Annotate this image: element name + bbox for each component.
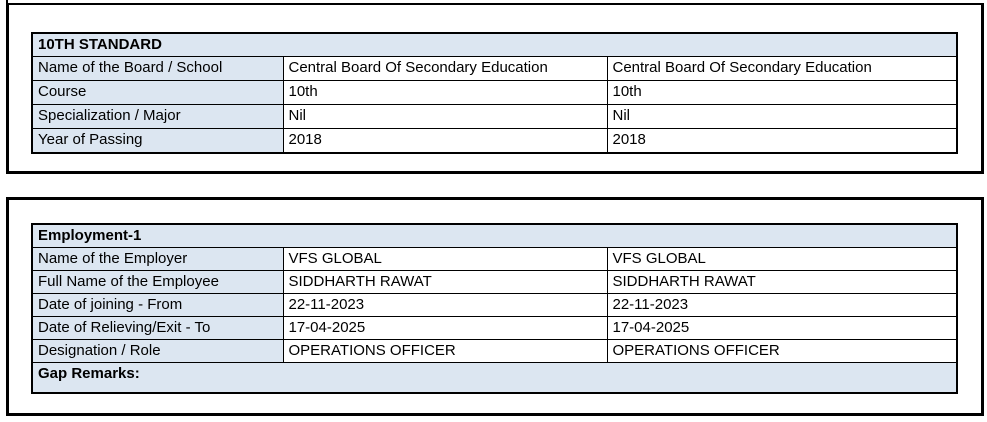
row-value: 22-11-2023 — [283, 294, 607, 317]
table-row — [32, 317, 957, 340]
gap-remarks-label: Gap Remarks: — [32, 363, 957, 394]
row-label: Course — [32, 81, 283, 105]
row-value: 10th — [607, 81, 957, 105]
row-label: Date of Relieving/Exit - To — [32, 317, 283, 340]
table-row — [32, 271, 957, 294]
row-value: VFS GLOBAL — [607, 248, 957, 271]
table-row — [32, 340, 957, 363]
education-table — [31, 32, 958, 154]
row-value: SIDDHARTH RAWAT — [607, 271, 957, 294]
row-value: 17-04-2025 — [607, 317, 957, 340]
row-label: Year of Passing — [32, 129, 283, 153]
row-label: Date of joining - From — [32, 294, 283, 317]
education-table-header: 10TH STANDARD — [32, 33, 957, 57]
table-row — [32, 33, 957, 57]
table-row — [32, 57, 957, 81]
row-label: Specialization / Major — [32, 105, 283, 129]
row-value: OPERATIONS OFFICER — [607, 340, 957, 363]
row-value: Nil — [283, 105, 607, 129]
row-value: 10th — [283, 81, 607, 105]
employment-table-header: Employment-1 — [32, 224, 957, 248]
row-value: OPERATIONS OFFICER — [283, 340, 607, 363]
table-row — [32, 81, 957, 105]
row-value: 17-04-2025 — [283, 317, 607, 340]
row-value: VFS GLOBAL — [283, 248, 607, 271]
row-value: 2018 — [607, 129, 957, 153]
table-row — [32, 224, 957, 248]
row-label: Full Name of the Employee — [32, 271, 283, 294]
row-value: Central Board Of Secondary Education — [283, 57, 607, 81]
table-row — [32, 105, 957, 129]
employment-table — [31, 223, 958, 394]
row-label: Designation / Role — [32, 340, 283, 363]
row-value: SIDDHARTH RAWAT — [283, 271, 607, 294]
row-value: Nil — [607, 105, 957, 129]
table-row — [32, 248, 957, 271]
row-label: Name of the Employer — [32, 248, 283, 271]
table-row — [32, 294, 957, 317]
row-value: 2018 — [283, 129, 607, 153]
table-row — [32, 129, 957, 153]
table-row — [32, 363, 957, 394]
row-value: 22-11-2023 — [607, 294, 957, 317]
row-label: Name of the Board / School — [32, 57, 283, 81]
row-value: Central Board Of Secondary Education — [607, 57, 957, 81]
